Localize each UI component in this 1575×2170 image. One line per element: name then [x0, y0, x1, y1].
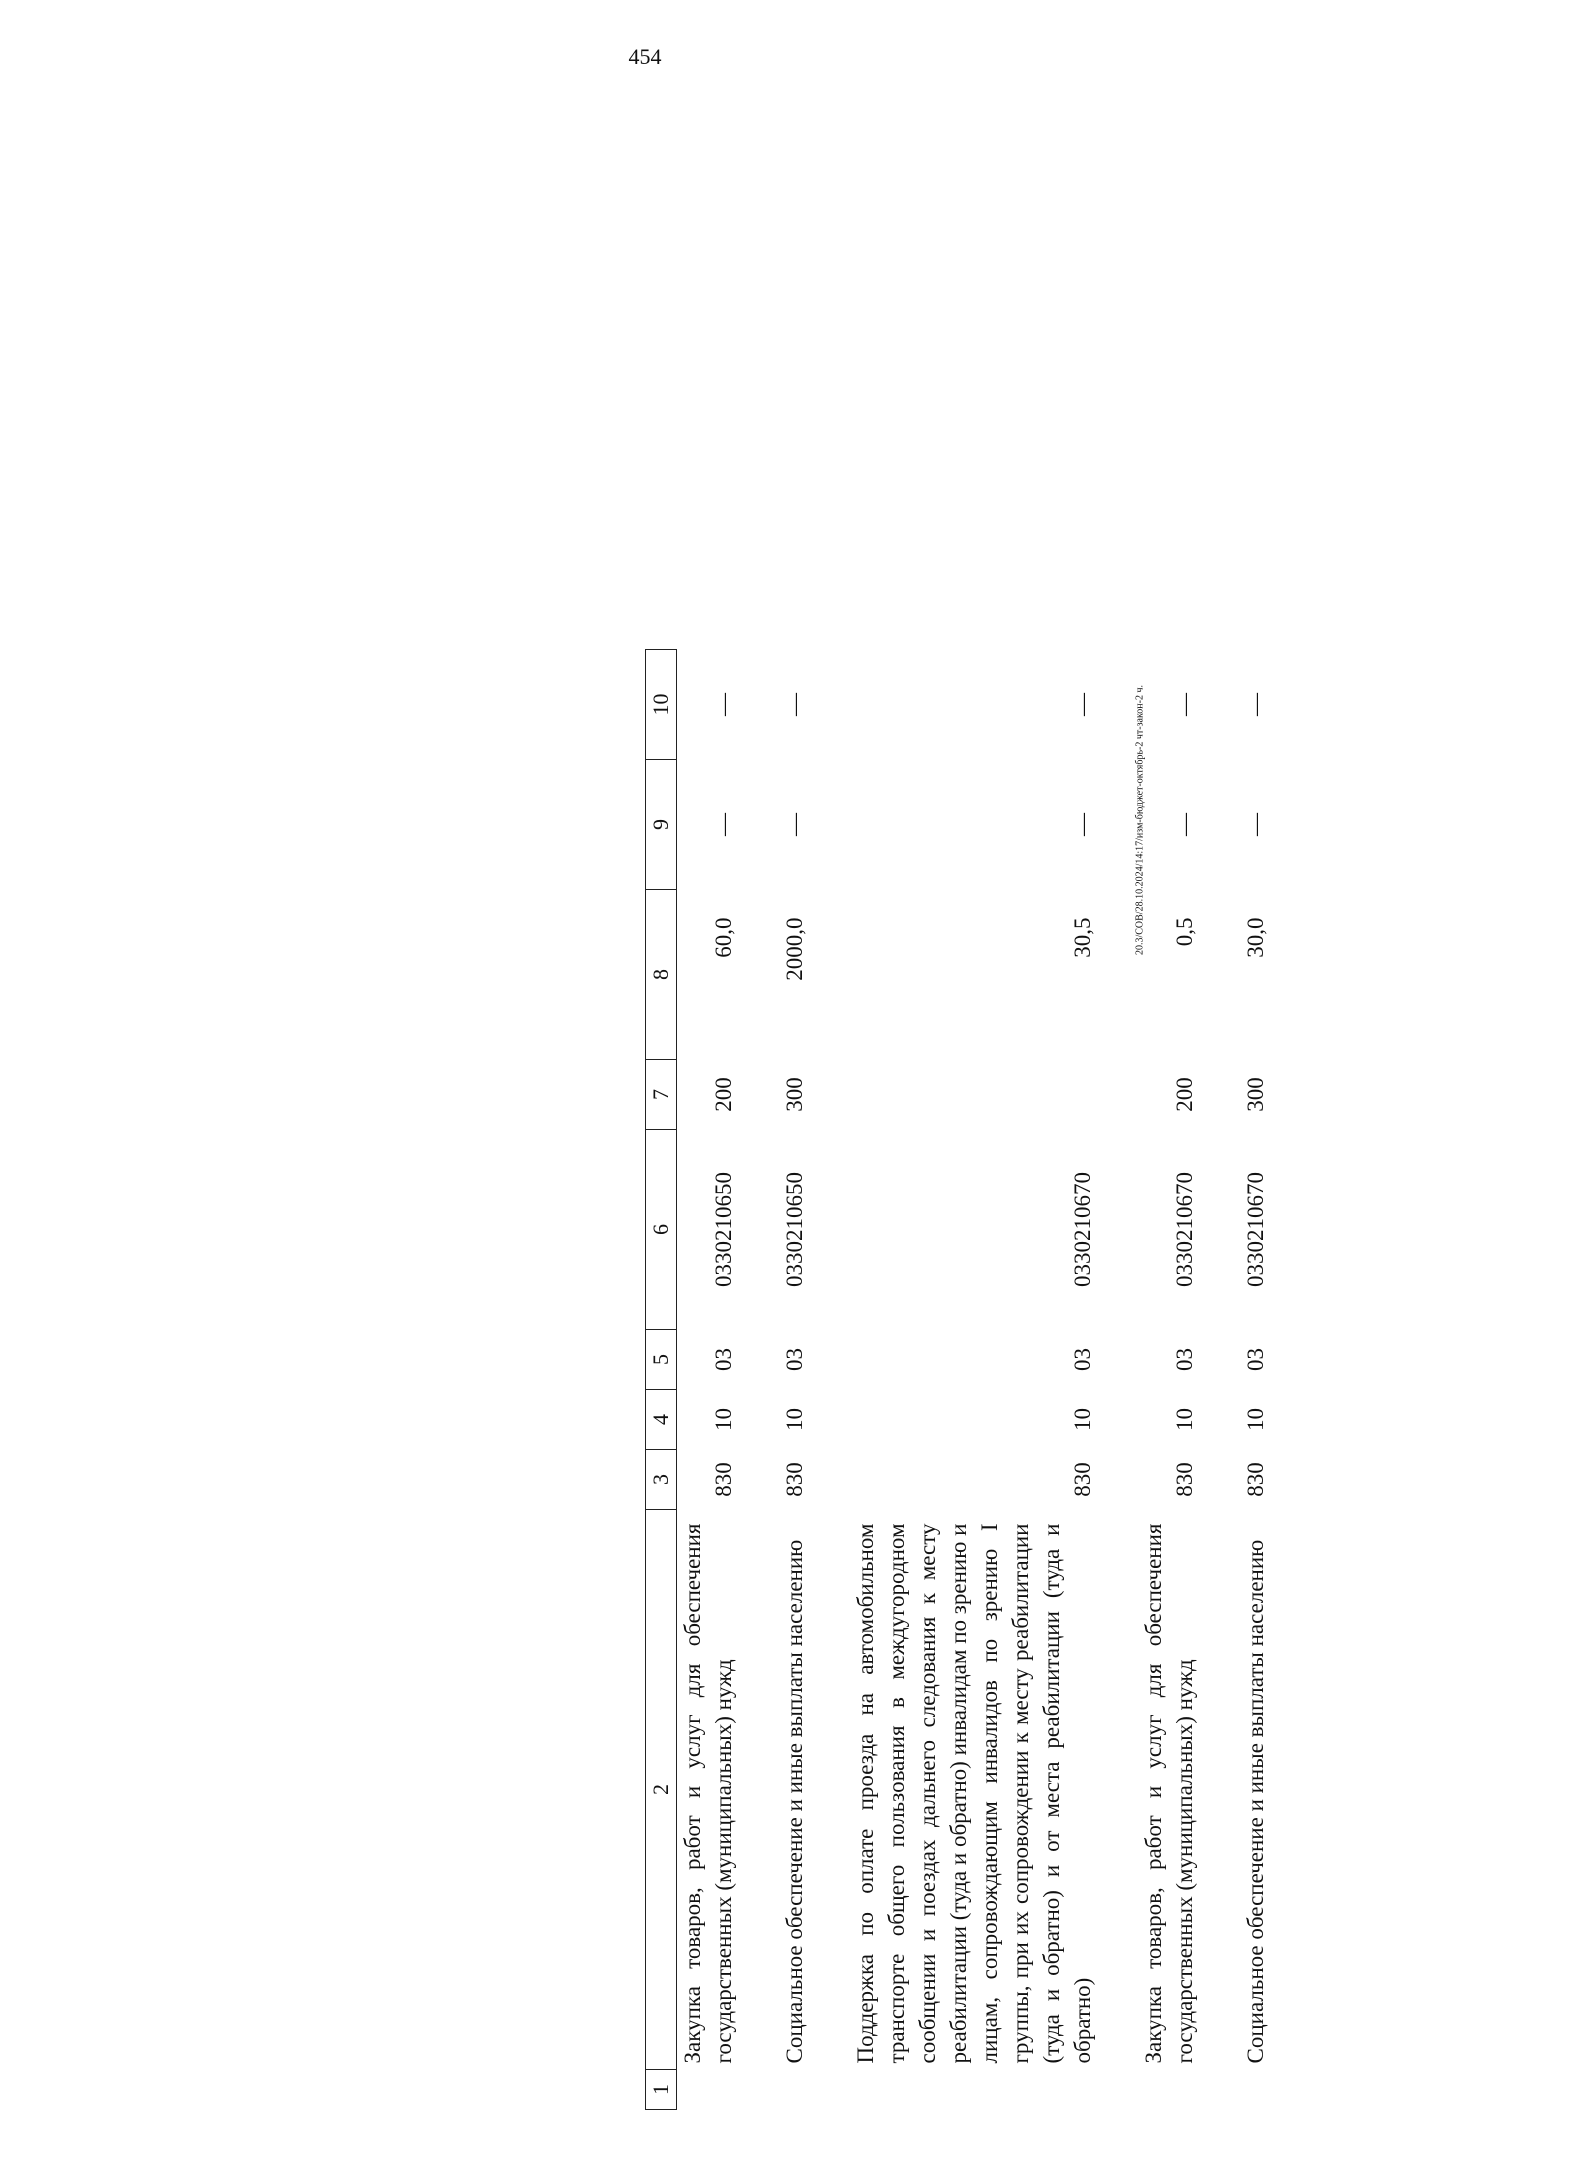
- budget-table: [645, 649, 1311, 2110]
- row-col-10: —: [1172, 693, 1197, 716]
- row-col-7: 200: [711, 1077, 736, 1112]
- row-col-6: 0330210650: [782, 1172, 807, 1287]
- page-number: 454: [628, 44, 662, 69]
- row-col-9: —: [711, 813, 736, 836]
- row-col-10: —: [711, 693, 736, 716]
- row-name: Закупка товаров, работ и услуг для обеспечения государственных (муниципальных) нужд: [1141, 1523, 1197, 2064]
- row-col-4: 10: [1070, 1408, 1095, 1431]
- row-col-9: —: [782, 813, 807, 836]
- row-col-5: 03: [1070, 1348, 1095, 1371]
- row-name: Социальное обеспечение и иные выплаты населению: [782, 1539, 807, 2064]
- row-col-6: 0330210650: [711, 1172, 736, 1287]
- row-col-7: 300: [1243, 1077, 1268, 1112]
- row-col-8: 2000,0: [782, 917, 807, 981]
- row-col-3: 830: [1070, 1462, 1095, 1497]
- row-col-3: 830: [711, 1462, 736, 1497]
- header-col-2: 2: [646, 1510, 677, 2070]
- row-col-8: 0,5: [1172, 917, 1197, 947]
- header-col-10: 10: [646, 650, 677, 760]
- row-col-9: —: [1243, 813, 1268, 836]
- table-row: [850, 650, 1138, 2110]
- row-col-4: 10: [711, 1408, 736, 1431]
- row-col-5: 03: [782, 1348, 807, 1371]
- row-col-4: 10: [1243, 1408, 1268, 1431]
- row-col-4: 10: [1172, 1408, 1197, 1431]
- row-col-3: 830: [1172, 1462, 1197, 1497]
- row-col-5: 03: [1172, 1348, 1197, 1371]
- row-col-6: 0330210670: [1172, 1172, 1197, 1287]
- row-col-7: 200: [1172, 1077, 1197, 1112]
- table-row: [1240, 650, 1311, 2110]
- header-col-5: 5: [646, 1330, 677, 1390]
- table-row: [1138, 650, 1240, 2110]
- row-col-5: 03: [1243, 1348, 1268, 1371]
- header-col-9: 9: [646, 760, 677, 890]
- row-col-4: 10: [782, 1408, 807, 1431]
- row-col-9: —: [1172, 813, 1197, 836]
- rotated-table-container: [645, 610, 1575, 2170]
- table-row: [677, 650, 780, 2110]
- header-col-7: 7: [646, 1060, 677, 1130]
- row-name: Поддержка по оплате проезда на автомобильном транспорте общего пользования в междугородном сообщении и поездах дальнего следования к месту реабилитации (туда и обратно) инвалидам по зрению и лицам, сопровождающим инвалидов по зрению I группы, при их сопровождении к месту реабилитации (туда и обратно) и от места реабилитации (туда и обратно): [853, 1523, 1095, 2064]
- row-col-8: 60,0: [711, 917, 736, 958]
- row-col-8: 30,0: [1243, 917, 1268, 958]
- table-row: [779, 650, 850, 2110]
- header-row: [646, 650, 677, 2110]
- row-col-10: —: [1243, 693, 1268, 716]
- footer-code-text: 20.3/СОВ/28.10.2024/14:17/изм-бюджет-октябрь-2 чт-закон-2 ч.: [1134, 684, 1146, 956]
- row-name: Социальное обеспечение и иные выплаты населению: [1243, 1539, 1268, 2064]
- header-col-4: 4: [646, 1390, 677, 1450]
- row-col-3: 830: [1243, 1462, 1268, 1497]
- row-col-8: 30,5: [1070, 917, 1095, 958]
- row-col-7: [850, 1060, 1138, 1130]
- row-col-3: 830: [782, 1462, 807, 1497]
- row-col-6: 0330210670: [1070, 1172, 1095, 1287]
- header-col-1: 1: [646, 2070, 677, 2110]
- row-col-7: 300: [782, 1077, 807, 1112]
- header-col-8: 8: [646, 890, 677, 1060]
- row-col-5: 03: [711, 1348, 736, 1371]
- row-col-10: —: [1070, 693, 1095, 716]
- row-col-9: —: [1070, 813, 1095, 836]
- row-name: Закупка товаров, работ и услуг для обеспечения государственных (муниципальных) нужд: [680, 1523, 736, 2064]
- header-col-6: 6: [646, 1130, 677, 1330]
- row-col-10: —: [782, 693, 807, 716]
- header-col-3: 3: [646, 1450, 677, 1510]
- row-col-6: 0330210670: [1243, 1172, 1268, 1287]
